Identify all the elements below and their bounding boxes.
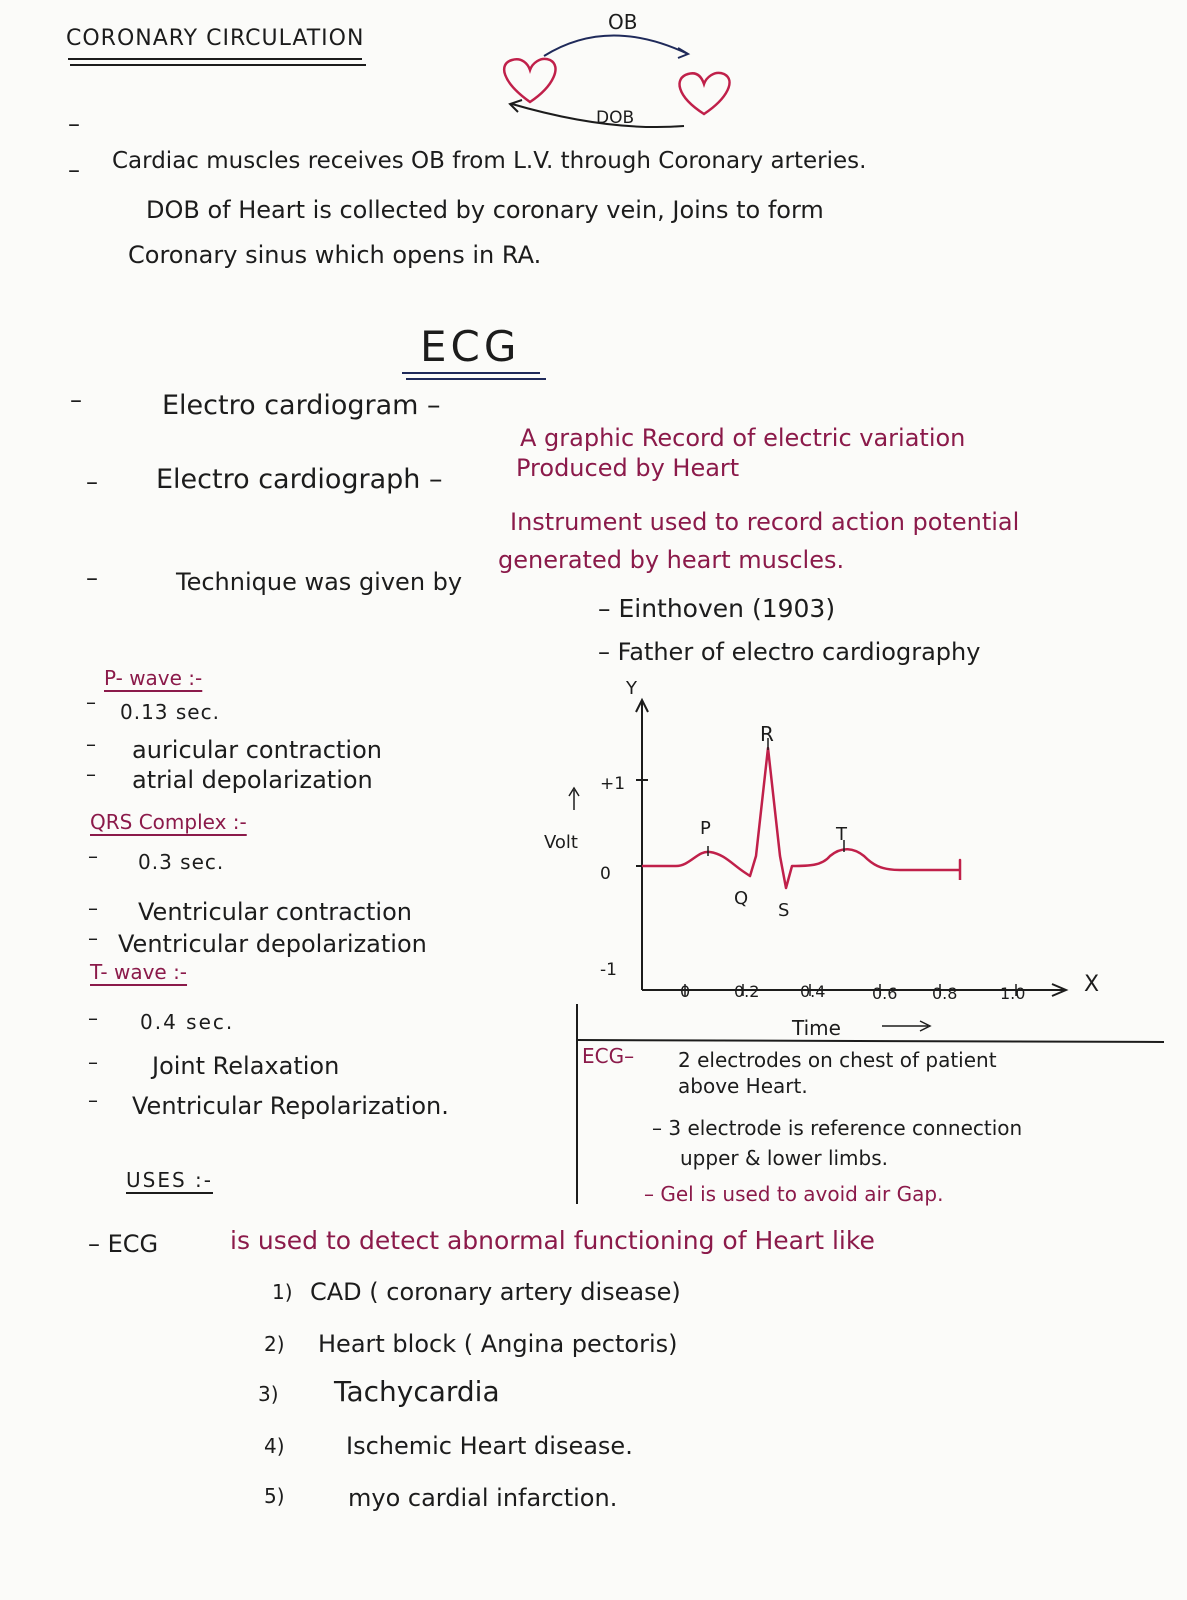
- diagram-ob-label: OB: [608, 10, 638, 34]
- t-wave-point-1: Joint Relaxation: [152, 1052, 340, 1080]
- p-wave-point-1: auricular contraction: [132, 736, 382, 764]
- uses-intro: is used to detect abnormal functioning of Heart like: [230, 1226, 875, 1255]
- y-axis-label: Y: [626, 678, 637, 699]
- use-item-number: 3): [258, 1382, 279, 1406]
- use-item-text: Tachycardia: [334, 1375, 500, 1408]
- qrs-point-1: Ventricular contraction: [138, 898, 412, 926]
- use-item-text: CAD ( coronary artery disease): [310, 1278, 681, 1306]
- bullet-dash: –: [86, 732, 96, 756]
- t-wave-point-2: Ventricular Repolarization.: [132, 1092, 449, 1120]
- use-item-text: myo cardial infarction.: [348, 1484, 618, 1512]
- electrode-line-2a: – 3 electrode is reference connection: [652, 1116, 1023, 1140]
- diagram-dob-label: DOB: [596, 108, 635, 128]
- t-wave-title: T- wave :-: [90, 960, 188, 984]
- arrow-ob: [544, 35, 688, 56]
- bullet-dash: –: [88, 1088, 98, 1112]
- bullet-dash: –: [86, 690, 96, 714]
- electrocardiograph-definition-2: generated by heart muscles.: [498, 546, 845, 574]
- x-tick-label: 0.4: [800, 982, 826, 1001]
- bullet-dash: –: [88, 926, 98, 950]
- p-wave-time: 0.13 sec.: [120, 700, 220, 724]
- electrocardiograph-term: Electro cardiograph –: [156, 464, 443, 495]
- qrs-point-2: Ventricular depolarization: [118, 930, 427, 958]
- page-title: CORONARY CIRCULATION: [66, 26, 365, 51]
- bullet-dash: –: [86, 762, 96, 786]
- use-item-text: Heart block ( Angina pectoris): [318, 1330, 678, 1358]
- title-underline: [66, 55, 386, 71]
- peak-label-q: Q: [734, 888, 749, 909]
- coronary-line-3: Coronary sinus which opens in RA.: [128, 241, 542, 269]
- qrs-time: 0.3 sec.: [138, 850, 225, 874]
- p-wave-title: P- wave :-: [104, 666, 203, 690]
- ecg-heading: ECG: [420, 322, 521, 371]
- uses-ecg-lead: – ECG: [88, 1230, 159, 1258]
- electrode-ecg-lead: ECG–: [582, 1044, 635, 1068]
- x-tick-label: 0.8: [932, 984, 958, 1003]
- x-axis-label: X: [1084, 972, 1100, 997]
- x-tick-label: 0.2: [734, 982, 760, 1001]
- peak-label-t: T: [836, 824, 847, 845]
- use-item-text: Ischemic Heart disease.: [346, 1432, 633, 1460]
- electrode-line-2b: upper & lower limbs.: [680, 1146, 889, 1170]
- use-item-number: 5): [264, 1484, 285, 1508]
- ecg-heading-underline: [400, 370, 560, 384]
- technique-line: Technique was given by: [176, 568, 463, 596]
- bullet-dash: –: [88, 1050, 98, 1074]
- use-item-number: 2): [264, 1332, 285, 1356]
- coronary-line-1: Cardiac muscles receives OB from L.V. through Coronary arteries.: [112, 148, 867, 174]
- bullet-dash: –: [88, 844, 98, 868]
- bullet-dash: –: [88, 1006, 98, 1030]
- time-label: Time: [792, 1016, 841, 1040]
- electrode-line-1b: above Heart.: [678, 1074, 808, 1098]
- father-line: – Father of electro cardiography: [598, 638, 981, 666]
- electrocardiogram-term: Electro cardiogram –: [162, 390, 441, 421]
- heart-right-icon: [680, 73, 730, 114]
- peak-label-p: P: [700, 818, 711, 839]
- bullet-dash: –: [68, 156, 80, 184]
- bullet-dash: –: [70, 386, 82, 414]
- x-tick-label: 0.6: [872, 984, 898, 1003]
- ecg-trace: [642, 748, 960, 888]
- electrode-box-border: [570, 998, 1170, 1208]
- qrs-title: QRS Complex :-: [90, 810, 247, 834]
- y-tick-plus1: +1: [600, 774, 626, 794]
- y-tick-minus1: -1: [600, 960, 617, 980]
- peak-label-s: S: [778, 900, 790, 921]
- electrode-line-1a: 2 electrodes on chest of patient: [678, 1048, 997, 1072]
- x-tick-label: 1.0: [1000, 984, 1026, 1003]
- p-wave-point-2: atrial depolarization: [132, 766, 373, 794]
- electrocardiogram-definition-1: A graphic Record of electric variation: [520, 424, 966, 452]
- coronary-line-2: DOB of Heart is collected by coronary vein, Joins to form: [146, 196, 824, 224]
- uses-title: USES :-: [126, 1168, 213, 1192]
- bullet-dash: –: [86, 564, 98, 592]
- bullet-dash: –: [68, 110, 80, 138]
- t-wave-time: 0.4 sec.: [140, 1010, 235, 1034]
- bullet-dash: –: [86, 468, 98, 496]
- x-tick-label: 0: [680, 982, 691, 1001]
- bullet-dash: –: [88, 896, 98, 920]
- use-item-number: 1): [272, 1280, 293, 1304]
- volt-label: Volt: [544, 832, 578, 853]
- electrocardiogram-definition-2: Produced by Heart: [516, 454, 740, 482]
- use-item-number: 4): [264, 1434, 285, 1458]
- y-tick-zero: 0: [600, 864, 611, 884]
- electrocardiograph-definition-1: Instrument used to record action potential: [510, 508, 1020, 536]
- electrode-line-3: – Gel is used to avoid air Gap.: [644, 1182, 944, 1206]
- peak-label-r: R: [760, 722, 774, 746]
- einthoven-line: – Einthoven (1903): [598, 594, 836, 623]
- heart-left-icon: [504, 59, 555, 102]
